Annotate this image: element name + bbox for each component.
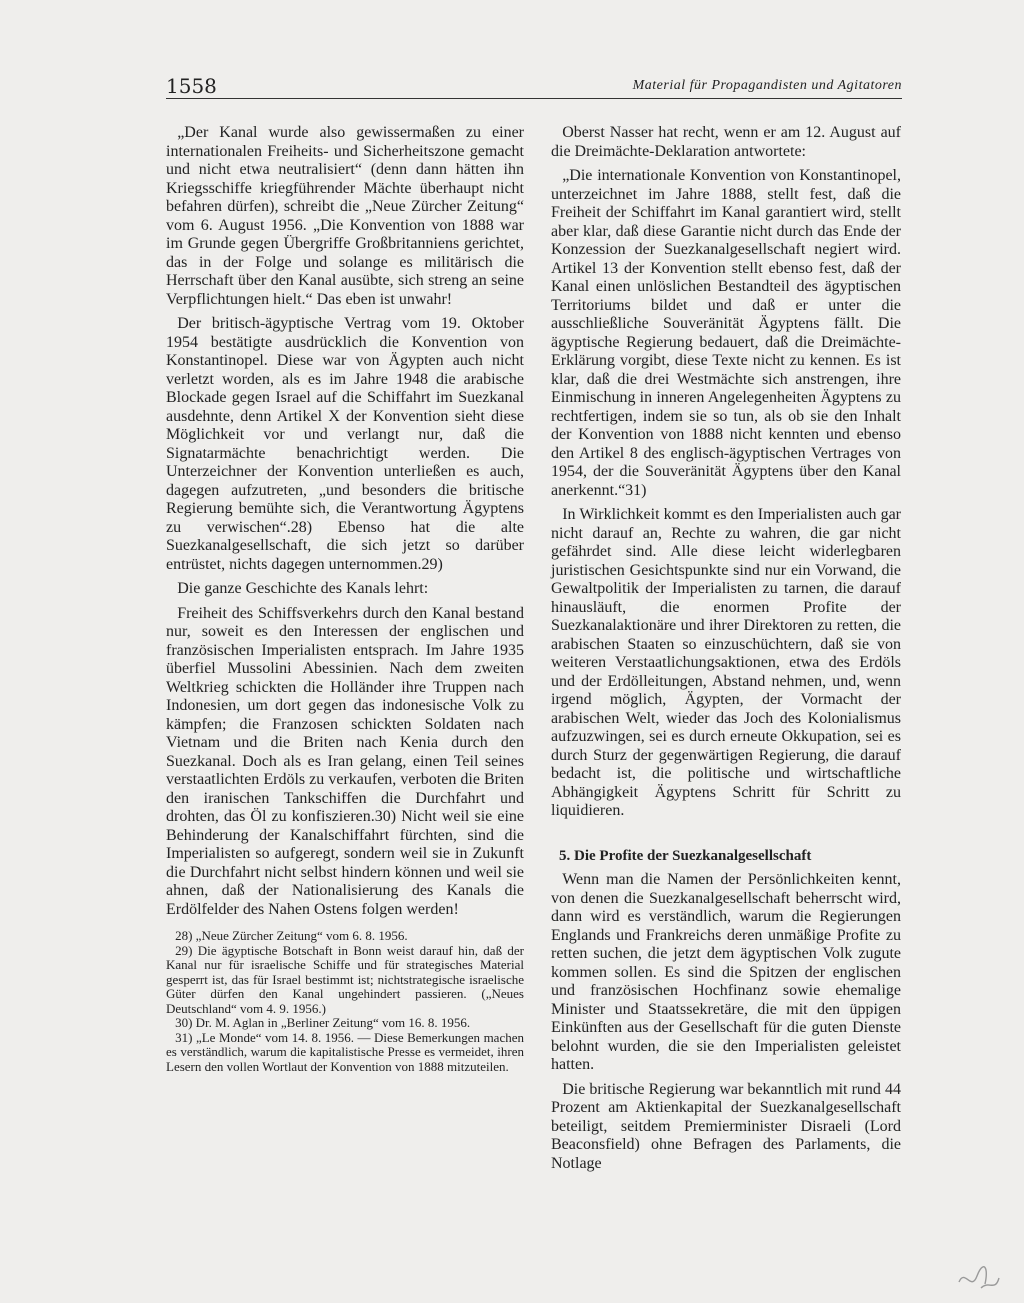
footnote: 29) Die ägyptische Botschaft in Bonn weist darauf hin, daß der Kanal nur für israelische Schiffe und für strategisches Material gesperrt ist, das für Israel bestimmt ist; nichtstrategische israelische Güter dürfen den Kanal ungehindert passieren. („Neues Deutschland“ vom 4. 9. 1956.) — [166, 942, 524, 1016]
paragraph: Oberst Nasser hat recht, wenn er am 12. August auf die Dreimächte-Deklaration antwortete: — [551, 124, 901, 160]
footnote: 28) „Neue Zürcher Zeitung“ vom 6. 8. 1956. — [175, 928, 408, 943]
section-heading: 5. Die Profite der Suezkanalgesellschaft — [559, 847, 812, 864]
page-number: 1558 — [166, 74, 217, 98]
paragraph: Der britisch-ägyptische Vertrag vom 19. Oktober 1954 bestätigte ausdrücklich die Konvention von Konstantinopel. Diese war von Ägypten auch nicht verletzt worden, als es im Jahre 1948 die arabische Blockade gegen Israel auf die Schiffahrt im Suezkanal ausdehnte, denn Artikel X der Konvention sieht diese Möglichkeit vor und verlangt nur, daß die Signatarmächte benachrichtigt werden. Die Unterzeichner der Konvention unterließen es auch, dagegen aufzutreten, „und besonders die britische Regierung bemühte sich, die Verantwortung Ägyptens zu verwischen“.28) Ebenso hat die alte Suezkanalgesellschaft, die sich jetzt so darüber entrüstet, nichts dagegen unternommen.29) — [166, 315, 524, 573]
footnote: 30) Dr. M. Aglan in „Berliner Zeitung“ vom 16. 8. 1956. — [175, 1015, 471, 1030]
running-title: Material für Propagandisten und Agitatoren — [632, 78, 902, 93]
footnotes — [166, 929, 524, 1074]
right-column — [551, 124, 901, 1179]
paragraph: Die ganze Geschichte des Kanals lehrt: — [177, 580, 429, 597]
paragraph: Wenn man die Namen der Persönlichkeiten kennt, von denen die Suezkanalgesellschaft beherrscht wird, dann wird es verständlich, warum die Regierungen Englands und Frankreichs deren unmäßige Profite zu retten suchen, die jetzt dem ägyptischen Volk zugute kommen sollen. Es sind die Spitzen der englischen und französischen Hochfinanz sowie ehemalige Minister und Staatssekretäre, die mit den üppigen Einkünften aus der Gesellschaft für die guten Dienste belohnt wurden, die sie den Imperialisten geleistet hatten. — [551, 871, 901, 1073]
page-header — [166, 72, 902, 99]
paragraph: In Wirklichkeit kommt es den Imperialisten auch gar nicht darauf an, Rechte zu wahren, die gar nicht gefährdet sind. Alle diese leicht widerlegbaren juristischen Gesichtspunkte sind nur ein Vorwand, die Gewaltpolitik der Imperialisten zu tarnen, die darauf hinausläuft, die enormen Profite der Suezkanalaktionäre und ihrer Direktoren zu retten, die arabischen Staaten so einzuschüchtern, daß sie von weiteren Verstaatlichungsaktionen, etwa des Erdöls und der Erdölleitungen, Abstand nehmen, und, wenn irgend möglich, Ägypten, der Vormacht der arabischen Welt, wieder das Joch des Kolonialismus aufzuzwingen, sei es durch erneute Okkupation, sei es durch Sturz der gegenwärtigen Regierung, die darauf bedacht ist, die politische und wirtschaftliche Abhängigkeit Ägyptens Schritt für Schritt zu liquidieren. — [551, 506, 901, 819]
footnote: 31) „Le Monde“ vom 14. 8. 1956. — Diese Bemerkungen machen es verständlich, warum die kapitalistische Presse es vermeidet, ihren Lesern den vollen Wortlaut der Konvention von 1888 mitzuteilen. — [166, 1029, 524, 1074]
pencil-mark-icon — [955, 1262, 1003, 1298]
quote-paragraph: „Die internationale Konvention von Konstantinopel, unterzeichnet im Jahre 1888, stellt fest, daß die Freiheit der Schiffahrt im Kanal garantiert wird, stellt aber klar, daß diese Garantie nicht durch das Ende der Konzession der Suezkanalgesellschaft negiert wird. Artikel 13 der Konvention stellt ebenso fest, daß der Kanal einen unlöslichen Bestandteil des ägyptischen Territoriums bildet und daß er unter die ausschließliche Souveränität Ägyptens fällt. Die ägyptische Regierung bedauert, daß die Dreimächte-Erklärung vorgibt, diese Texte nicht zu kennen. Es ist klar, daß die drei Westmächte sich anstrengen, ihre Einmischung in inneren Angelegenheiten Ägyptens zu rechtfertigen, indem sie so tun, als ob sie den Inhalt der Konvention von 1888 nicht kennten und ebenso den Artikel 8 des englisch-ägyptischen Vertrages von 1954, der die Souveränität Ägyptens über den Kanal anerkennt.“31) — [551, 167, 901, 499]
paragraph: Freiheit des Schiffsverkehrs durch den Kanal bestand nur, soweit es den Interessen der englischen und französischen Imperialisten entsprach. Im Jahre 1935 überfiel Mussolini Abessinien. Nach dem zweiten Weltkrieg schickten die Holländer ihre Truppen nach Indonesien, um dort gegen das indonesische Volk zu kämpfen; die Franzosen schickten Soldaten nach Vietnam und die Briten nach Kenia durch den Suezkanal. Doch als es Iran gelang, einen Teil seines verstaatlichten Erdöls zu verkaufen, verboten die Briten den iranischen Tankschiffen die Durchfahrt und drohten, das Öl zu konfiszieren.30) Nicht weil sie eine Behinderung der Kanalschiffahrt fürchten, sind die Imperialisten so aufgeregt, sondern weil sie in Zukunft die Durchfahrt nicht selbst hindern können und weil sie ahnen, daß der Nationalisierung des Kanals die Erdölfelder des Nahen Ostens folgen werden! — [166, 604, 524, 918]
paragraph: Die britische Regierung war bekanntlich mit rund 44 Prozent am Aktienkapital der Suezkanalgesellschaft beteiligt, seitdem Premierminister Disraeli (Lord Beaconsfield) ohne Befragen des Parlaments, die Notlage — [551, 1080, 901, 1172]
paragraph: „Der Kanal wurde also gewissermaßen zu einer internationalen Freiheits- und Sicherheitszone gemacht und nicht etwa neutralisiert“ (denn dann hätten ihn Kriegsschiffe kriegführender Mächte überhaupt nicht befahren dürfen), schreibt die „Neue Zürcher Zeitung“ vom 6. August 1956. „Die Konvention von 1888 war im Grunde gegen Übergriffe Großbritanniens gerichtet, das in der Folge und solange es militärisch die Herrschaft über den Kanal ausübte, sich streng an seine Verpflichtungen hielt.“ Das eben ist unwahr! — [166, 124, 524, 308]
left-column — [166, 124, 524, 1074]
